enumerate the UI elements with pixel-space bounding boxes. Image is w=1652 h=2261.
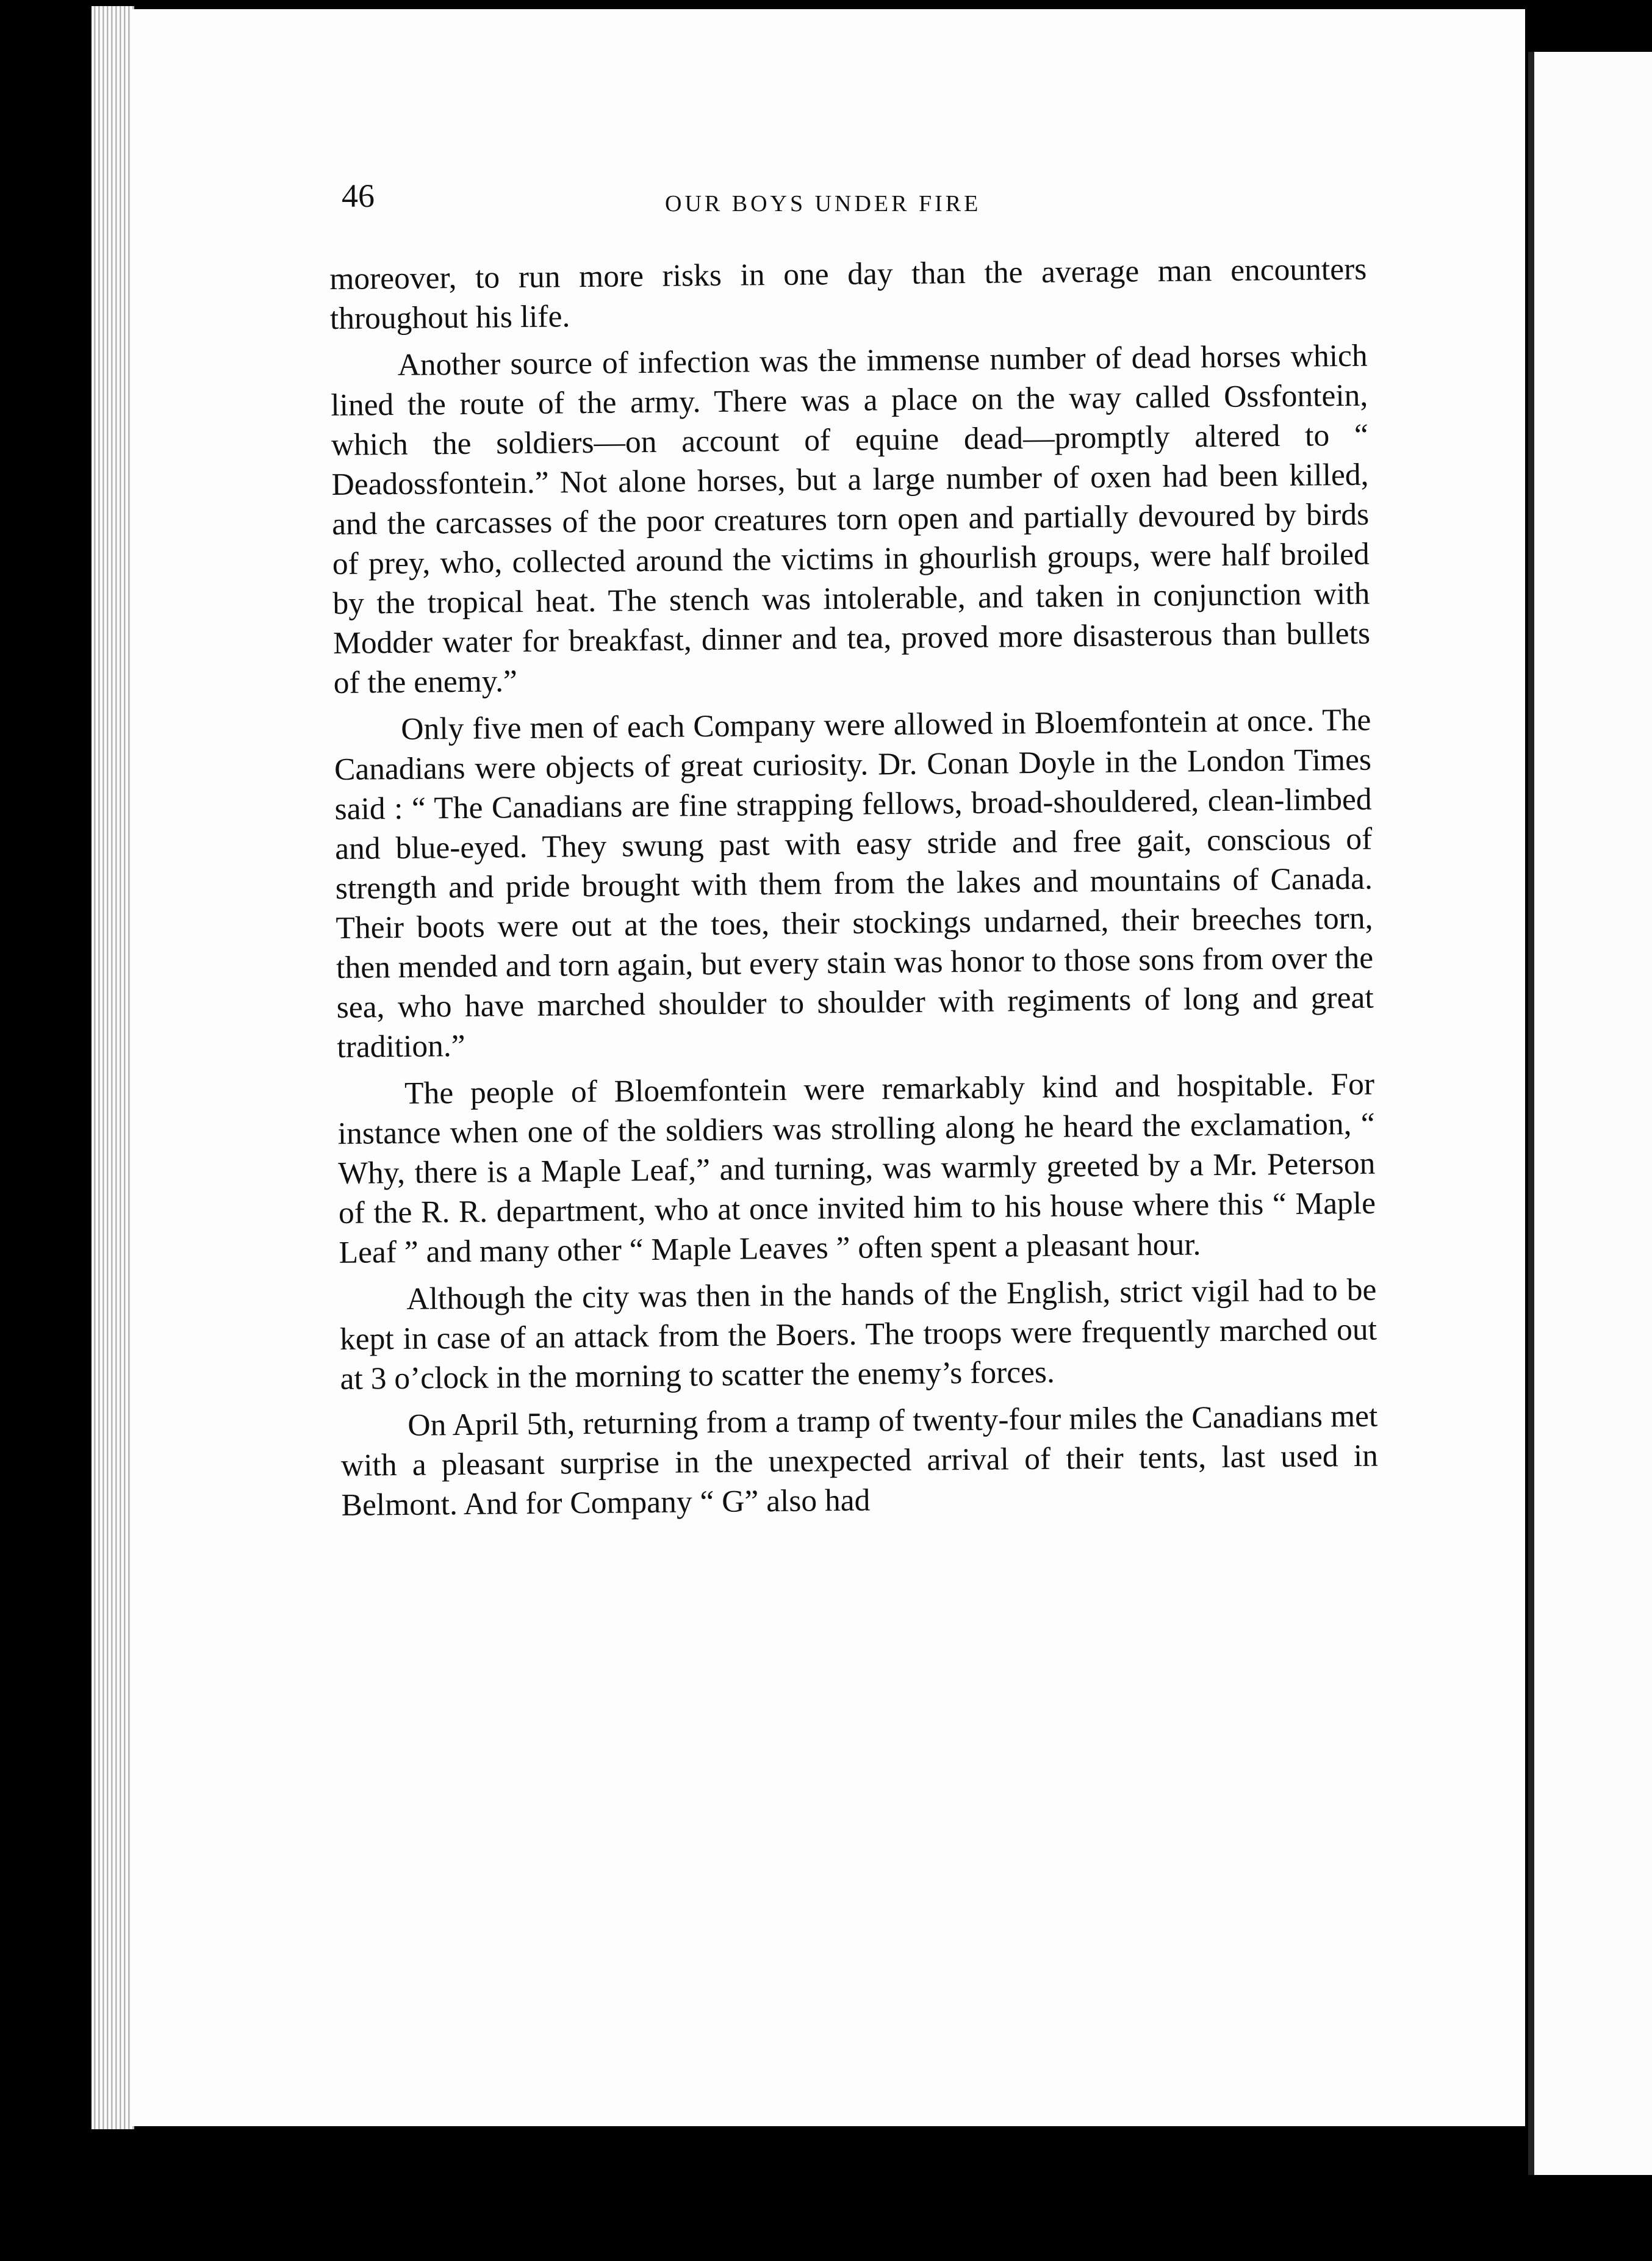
book-page-edges xyxy=(92,6,134,2129)
body-text xyxy=(329,250,1379,1525)
page-header xyxy=(214,177,1373,226)
paragraph-6: On April 5th, returning from a tramp of twenty-four miles the Canadians met with a pleasant surprise in the unexpected arrival of their tents, last used in Belmont. And for Company “ G” also had xyxy=(340,1398,1379,1523)
page-number: 46 xyxy=(342,178,375,214)
paragraph-1: moreover, to run more risks in one day than the average man encounters throughout his life. xyxy=(329,251,1367,336)
paragraph-5: Although the city was then in the hands of the English, strict vigil had to be kept in case of an attack from the Boers. The troops were frequently marched out at 3 o’clock in the morning to scatter the enemy’s forces. xyxy=(339,1272,1377,1396)
paragraph-3: Only five men of each Company were allowed in Bloemfontein at once. The Canadians were objects of great curiosity. Dr. Conan Doyle in the London Times said : “ The Canadians are fine strapping fellows, broad-shouldered, clean-limbed and blue-eyed. They swung past with easy stride and free gait, conscious of strength and pride brought with them from the lakes and mountains of Canada. Their boots were out at the toes, their stockings undarned, their breeches torn, then mended and torn again, but every stain was honor to those sons from over the sea, who have marched shoulder to shoulder with regiments of long and great tradition.” xyxy=(334,702,1374,1065)
paragraph-4: The people of Bloemfontein were remarkably kind and hospitable. For instance when one of the soldiers was strolling along he heard the exclamation, “ Why, there is a Maple Leaf,” and turning, was warmly greeted by a Mr. Peterson of the R. R. department, who at once invited him to his house where this “ Maple Leaf ” and many other “ Maple Leaves ” often spent a pleasant hour. xyxy=(337,1066,1376,1270)
paragraph-2: Another source of infection was the immense number of dead horses which lined the route of the army. There was a place on the way called Ossfontein, which the soldiers—on account of equine dead—promptly altered to “ Deadossfontein.” Not alone horses, but a large number of oxen had been killed, and the carcasses of the poor creatures torn open and partially devoured by birds of prey, who, collected around the victims in ghourlish groups, were half broiled by the tropical heat. The stench was intolerable, and taken in conjunction with Modder water for breakfast, dinner and tea, proved more disasterous than bullets of the enemy.” xyxy=(331,338,1371,700)
running-head: OUR BOYS UNDER FIRE xyxy=(665,191,982,217)
facing-page-edge xyxy=(1528,52,1652,2175)
